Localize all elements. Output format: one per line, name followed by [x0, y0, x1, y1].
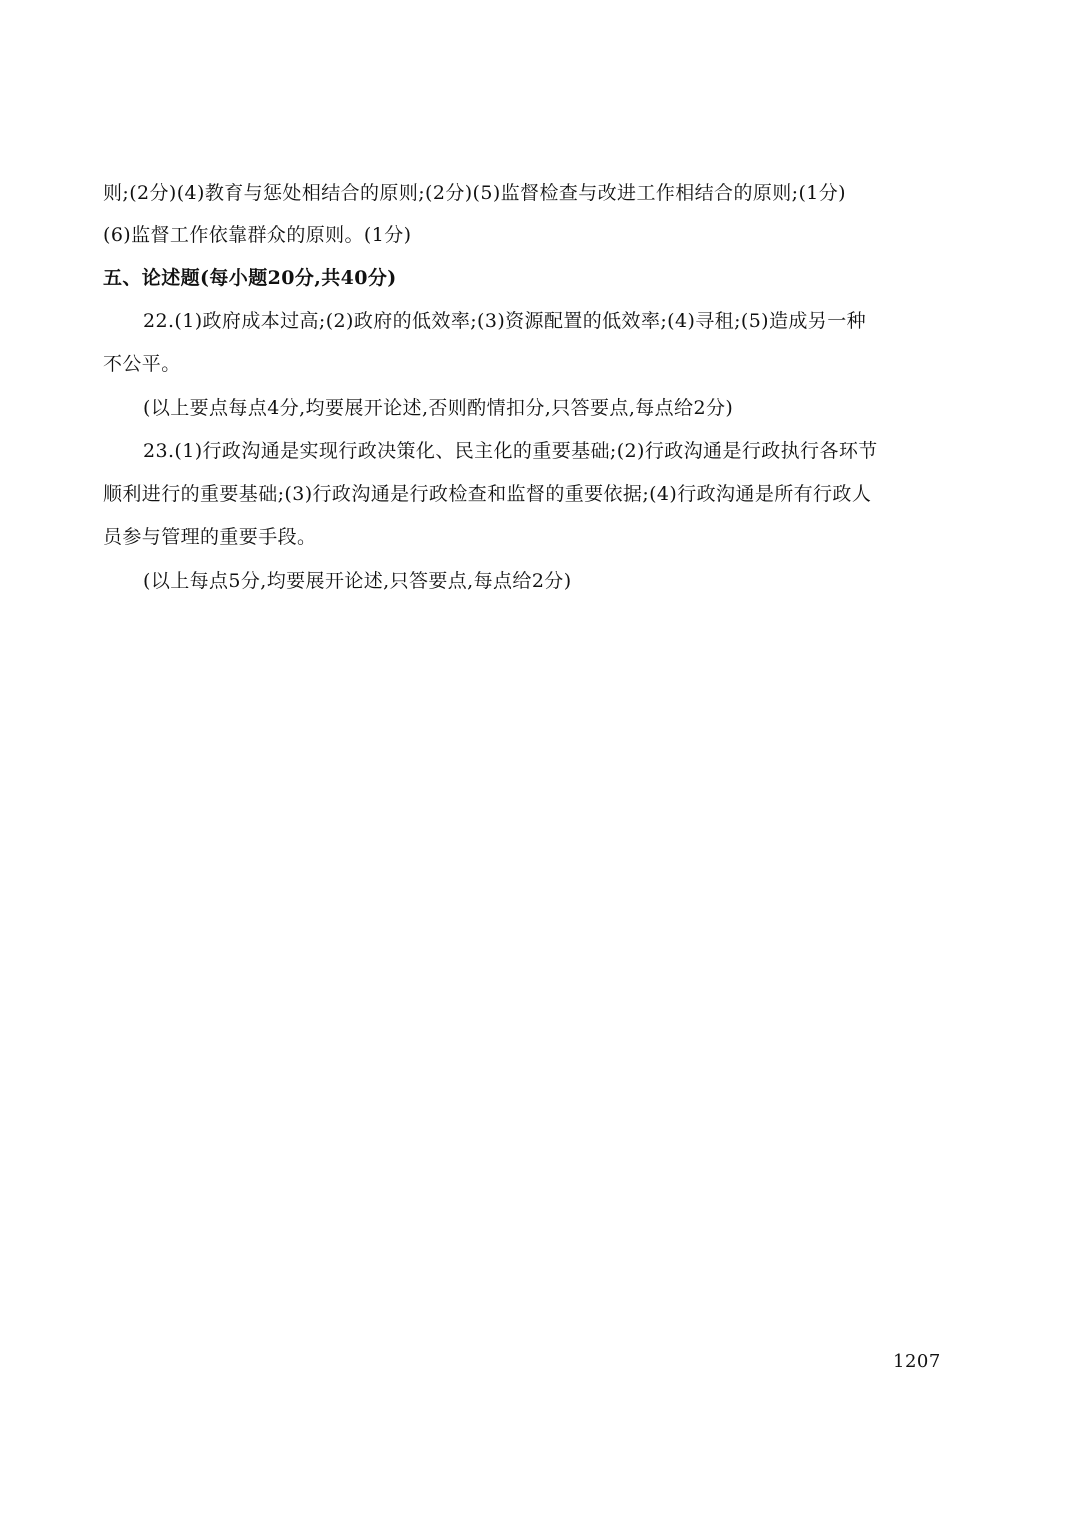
q23-answer-line-1: 23.(1)行政沟通是实现行政决策化、民主化的重要基础;(2)行政沟通是行政执行各环节	[143, 440, 878, 462]
answer-continuation-line-1: 则;(2分)(4)教育与惩处相结合的原则;(2分)(5)监督检查与改进工作相结合的原则;(1分)	[103, 182, 846, 204]
answer-continuation-line-2: (6)监督工作依靠群众的原则。(1分)	[103, 224, 412, 246]
q23-answer-line-3: 员参与管理的重要手段。	[103, 526, 317, 548]
q23-answer-line-2: 顺利进行的重要基础;(3)行政沟通是行政检查和监督的重要依据;(4)行政沟通是所有行政人	[103, 483, 872, 505]
page-number: 1207	[893, 1351, 941, 1372]
section-heading-essay: 五、论述题(每小题20分,共40分)	[103, 267, 397, 289]
q22-answer-line-1: 22.(1)政府成本过高;(2)政府的低效率;(3)资源配置的低效率;(4)寻租;(5)造成另一种	[143, 310, 866, 332]
q22-scoring-note: (以上要点每点4分,均要展开论述,否则酌情扣分,只答要点,每点给2分)	[143, 397, 734, 419]
q23-scoring-note: (以上每点5分,均要展开论述,只答要点,每点给2分)	[143, 570, 572, 592]
q22-answer-line-2: 不公平。	[103, 353, 181, 375]
